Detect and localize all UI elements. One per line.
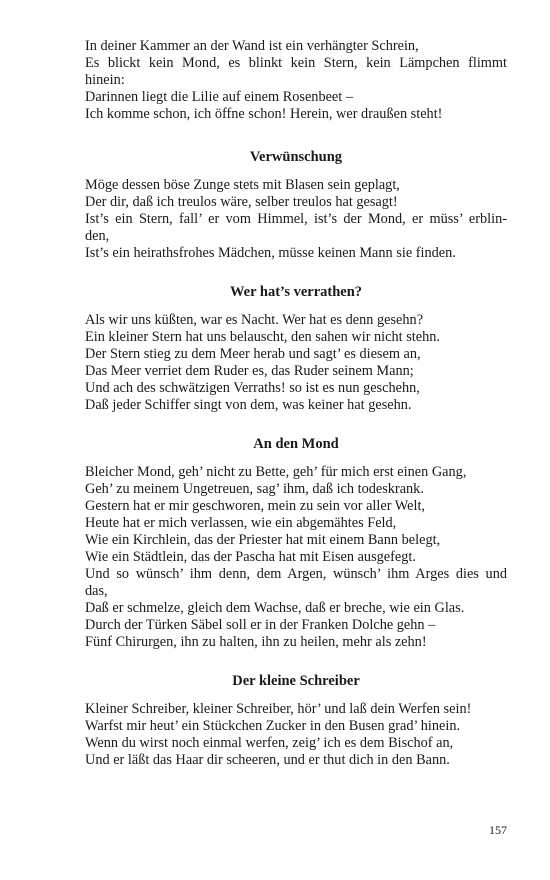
- poem-line: Daß er schmelze, gleich dem Wachse, daß er breche, wie ein Glas.: [85, 600, 465, 616]
- poem-title: Verwünschung: [249, 149, 343, 165]
- poem-line: Ich komme schon, ich öffne schon! Herein, wer draußen steht!: [85, 106, 443, 122]
- poem-title: Der kleine Schreiber: [232, 673, 360, 689]
- poem-line: Wenn du wirst noch einmal werfen, zeig’ ich es dem Bischof an,: [85, 735, 454, 751]
- poem-line: Und er läßt das Haar dir scheeren, und er thut dich in den Bann.: [85, 752, 450, 768]
- poem-line: Bleicher Mond, geh’ nicht zu Bette, geh’ für mich erst einen Gang,: [85, 464, 467, 480]
- poem-line: Der Stern stieg zu dem Meer herab und sagt’ es diesem an,: [85, 346, 421, 362]
- poem-line: das,: [85, 583, 108, 599]
- poem-line: Als wir uns küßten, war es Nacht. Wer hat es denn gesehn?: [85, 312, 424, 328]
- poem-line: Heute hat er mich verlassen, wie ein abgemähtes Feld,: [85, 515, 397, 531]
- poem-line: Und so wünsch’ ihm denn, dem Argen, wünsch’ ihm Arges dies und: [85, 566, 507, 582]
- poem-line: Wie ein Städtlein, das der Pascha hat mit Eisen ausgefegt.: [85, 549, 416, 565]
- poem-line: Ist’s ein Stern, fall’ er vom Himmel, ist’s der Mond, er müss’ erblin-: [85, 211, 507, 227]
- poem-2: [85, 177, 507, 262]
- poem-line: Fünf Chirurgen, ihn zu halten, ihn zu heilen, mehr als zehn!: [85, 634, 427, 650]
- poem-line: Der dir, daß ich treulos wäre, selber treulos hat gesagt!: [85, 194, 398, 210]
- poem-line: Ein kleiner Stern hat uns belauscht, den sahen wir nicht stehn.: [85, 329, 440, 345]
- poem-line: hinein:: [85, 72, 125, 88]
- poem-line: Warfst mir heut’ ein Stückchen Zucker in den Busen grad’ hinein.: [85, 718, 461, 734]
- poem-line: Darinnen liegt die Lilie auf einem Rosenbeet –: [85, 89, 353, 105]
- poem-5: [85, 701, 507, 769]
- page-text: [85, 38, 507, 769]
- poem-line: Es blickt kein Mond, es blinkt kein Stern, kein Lämpchen flimmt: [85, 55, 507, 71]
- poem-line: Kleiner Schreiber, kleiner Schreiber, hör’ und laß dein Werfen sein!: [85, 701, 472, 717]
- poem-line: Daß jeder Schiffer singt von dem, was keiner hat gesehn.: [85, 397, 412, 413]
- poem-4: [85, 464, 507, 651]
- poem-title: Wer hat’s verrathen?: [229, 284, 363, 300]
- poem-line: Ist’s ein heirathsfrohes Mädchen, müsse keinen Mann sie finden.: [85, 245, 456, 261]
- poem-line: Und ach des schwätzigen Verraths! so ist es nun geschehn,: [85, 380, 420, 396]
- poem-line: den,: [85, 228, 110, 244]
- poem-line: Möge dessen böse Zunge stets mit Blasen sein geplagt,: [85, 177, 400, 193]
- poem-3: [85, 312, 507, 414]
- poem-1: [85, 38, 507, 123]
- poem-line: In deiner Kammer an der Wand ist ein verhängter Schrein,: [85, 38, 419, 54]
- poem-line: Geh’ zu meinem Ungetreuen, sag’ ihm, daß ich todeskrank.: [85, 481, 424, 497]
- poem-line: Gestern hat er mir geschworen, mein zu sein vor aller Welt,: [85, 498, 426, 514]
- poem-title: An den Mond: [253, 436, 339, 452]
- poem-line: Durch der Türken Säbel soll er in der Franken Dolche gehn –: [85, 617, 436, 633]
- poem-line: Wie ein Kirchlein, das der Priester hat mit einem Bann belegt,: [85, 532, 441, 548]
- poem-line: Das Meer verriet dem Ruder es, das Ruder seinem Mann;: [85, 363, 414, 379]
- page-number: 157: [489, 823, 507, 837]
